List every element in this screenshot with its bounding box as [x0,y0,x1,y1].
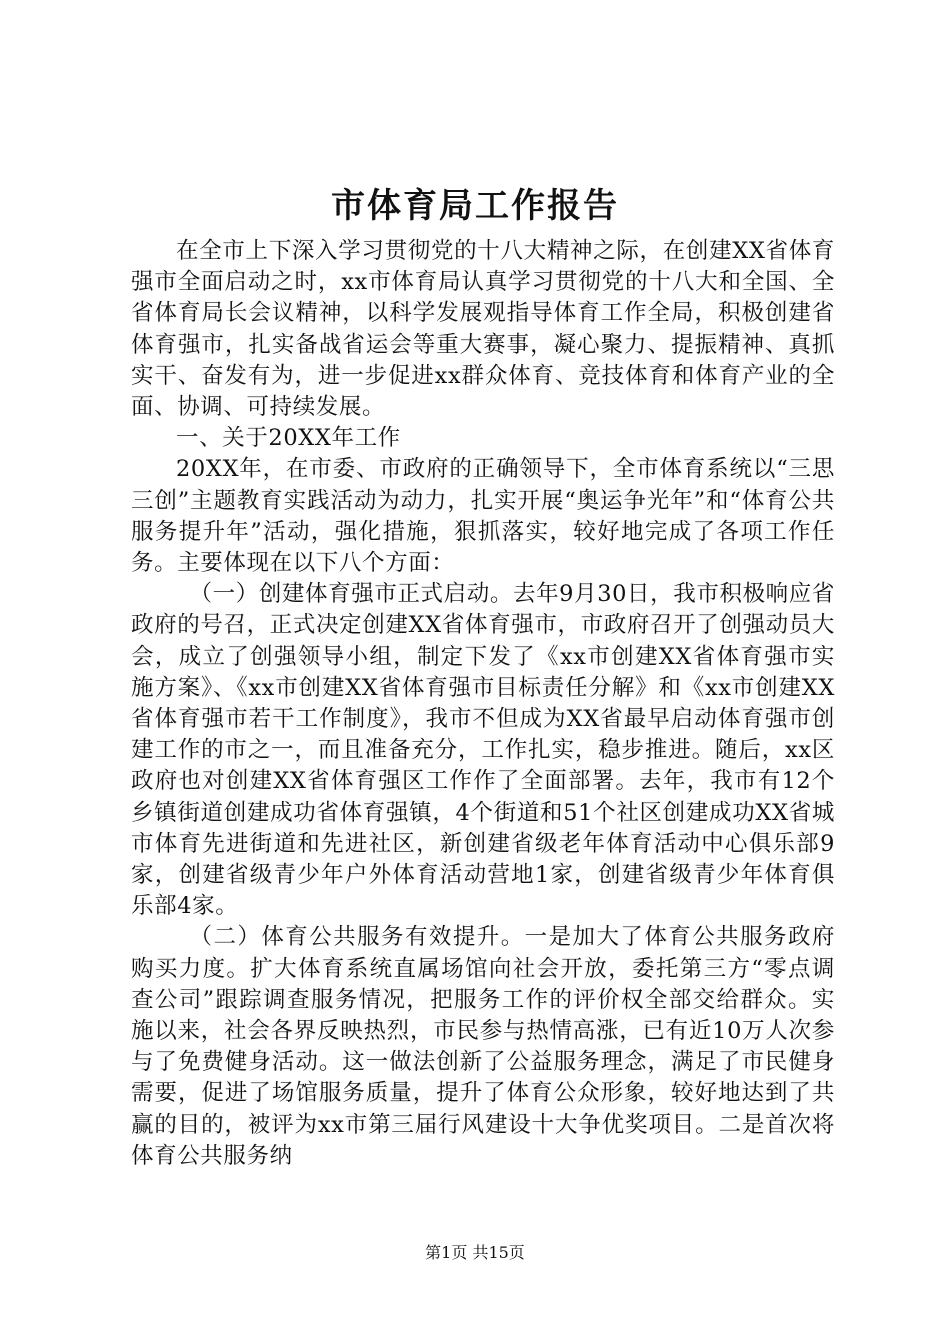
document-title: 市体育局工作报告 [331,186,619,226]
paragraph-intro: 在全市上下深入学习贯彻党的十八大精神之际，在创建XX省体育强市全面启动之时，xx市体育局认真学习贯彻党的十八大和全国、全省体育局长会议精神，以科学发展观指导体育工作全局，积极创建省体育强市，扎实备战省运会等重大赛事，凝心聚力、提振精神、真抓实干、奋发有为，进一步促进xx群众体育、竞技体育和体育产业的全面、协调、可持续发展。 [131,238,835,421]
paragraph-item-1: （一）创建体育强市正式启动。去年9月30日，我市积极响应省政府的号召，正式决定创建XX省体育强市，市政府召开了创强动员大会，成立了创强领导小组，制定下发了《xx市创建XX省体育强市实施方案》、《xx市创建XX省体育强市目标责任分解》和《xx市创建XX省体育强市若干工作制度》，我市不但成为XX省最早启动体育强市创建工作的市之一，而且准备充分，工作扎实，稳步推进。随后，xx区政府也对创建XX省体育强区工作作了全面部署。去年，我市有12个乡镇街道创建成功省体育强镇，4个街道和51个社区创建成功XX省城市体育先进街道和先进社区，新创建省级老年体育活动中心俱乐部9家，创建省级青少年户外体育活动营地1家，创建省级青少年体育俱乐部4家。 [131,581,835,920]
paragraph-summary: 20XX年，在市委、市政府的正确领导下，全市体育系统以“三思三创”主题教育实践活动为动力，扎实开展“奥运争光年”和“体育公共服务提升年”活动，强化措施，狠抓落实，较好地完成了各项工作任务。主要体现在以下八个方面： [131,456,835,577]
section-heading-1: 一、关于20XX年工作 [176,425,401,452]
page-number: 第1页 共15页 [425,1243,525,1262]
document-body [131,236,835,1172]
paragraph-item-2: （二）体育公共服务有效提升。一是加大了体育公共服务政府购买力度。扩大体育系统直属场馆向社会开放，委托第三方“零点调查公司”跟踪调查服务情况，把服务工作的评价权全部交给群众。实施以来，社会各界反映热烈，市民参与热情高涨，已有近10万人次参与了免费健身活动。这一做法创新了公益服务理念，满足了市民健身需要，促进了场馆服务质量，提升了体育公众形象，较好地达到了共赢的目的，被评为xx市第三届行风建设十大争优奖项目。二是首次将体育公共服务纳 [131,924,835,1169]
